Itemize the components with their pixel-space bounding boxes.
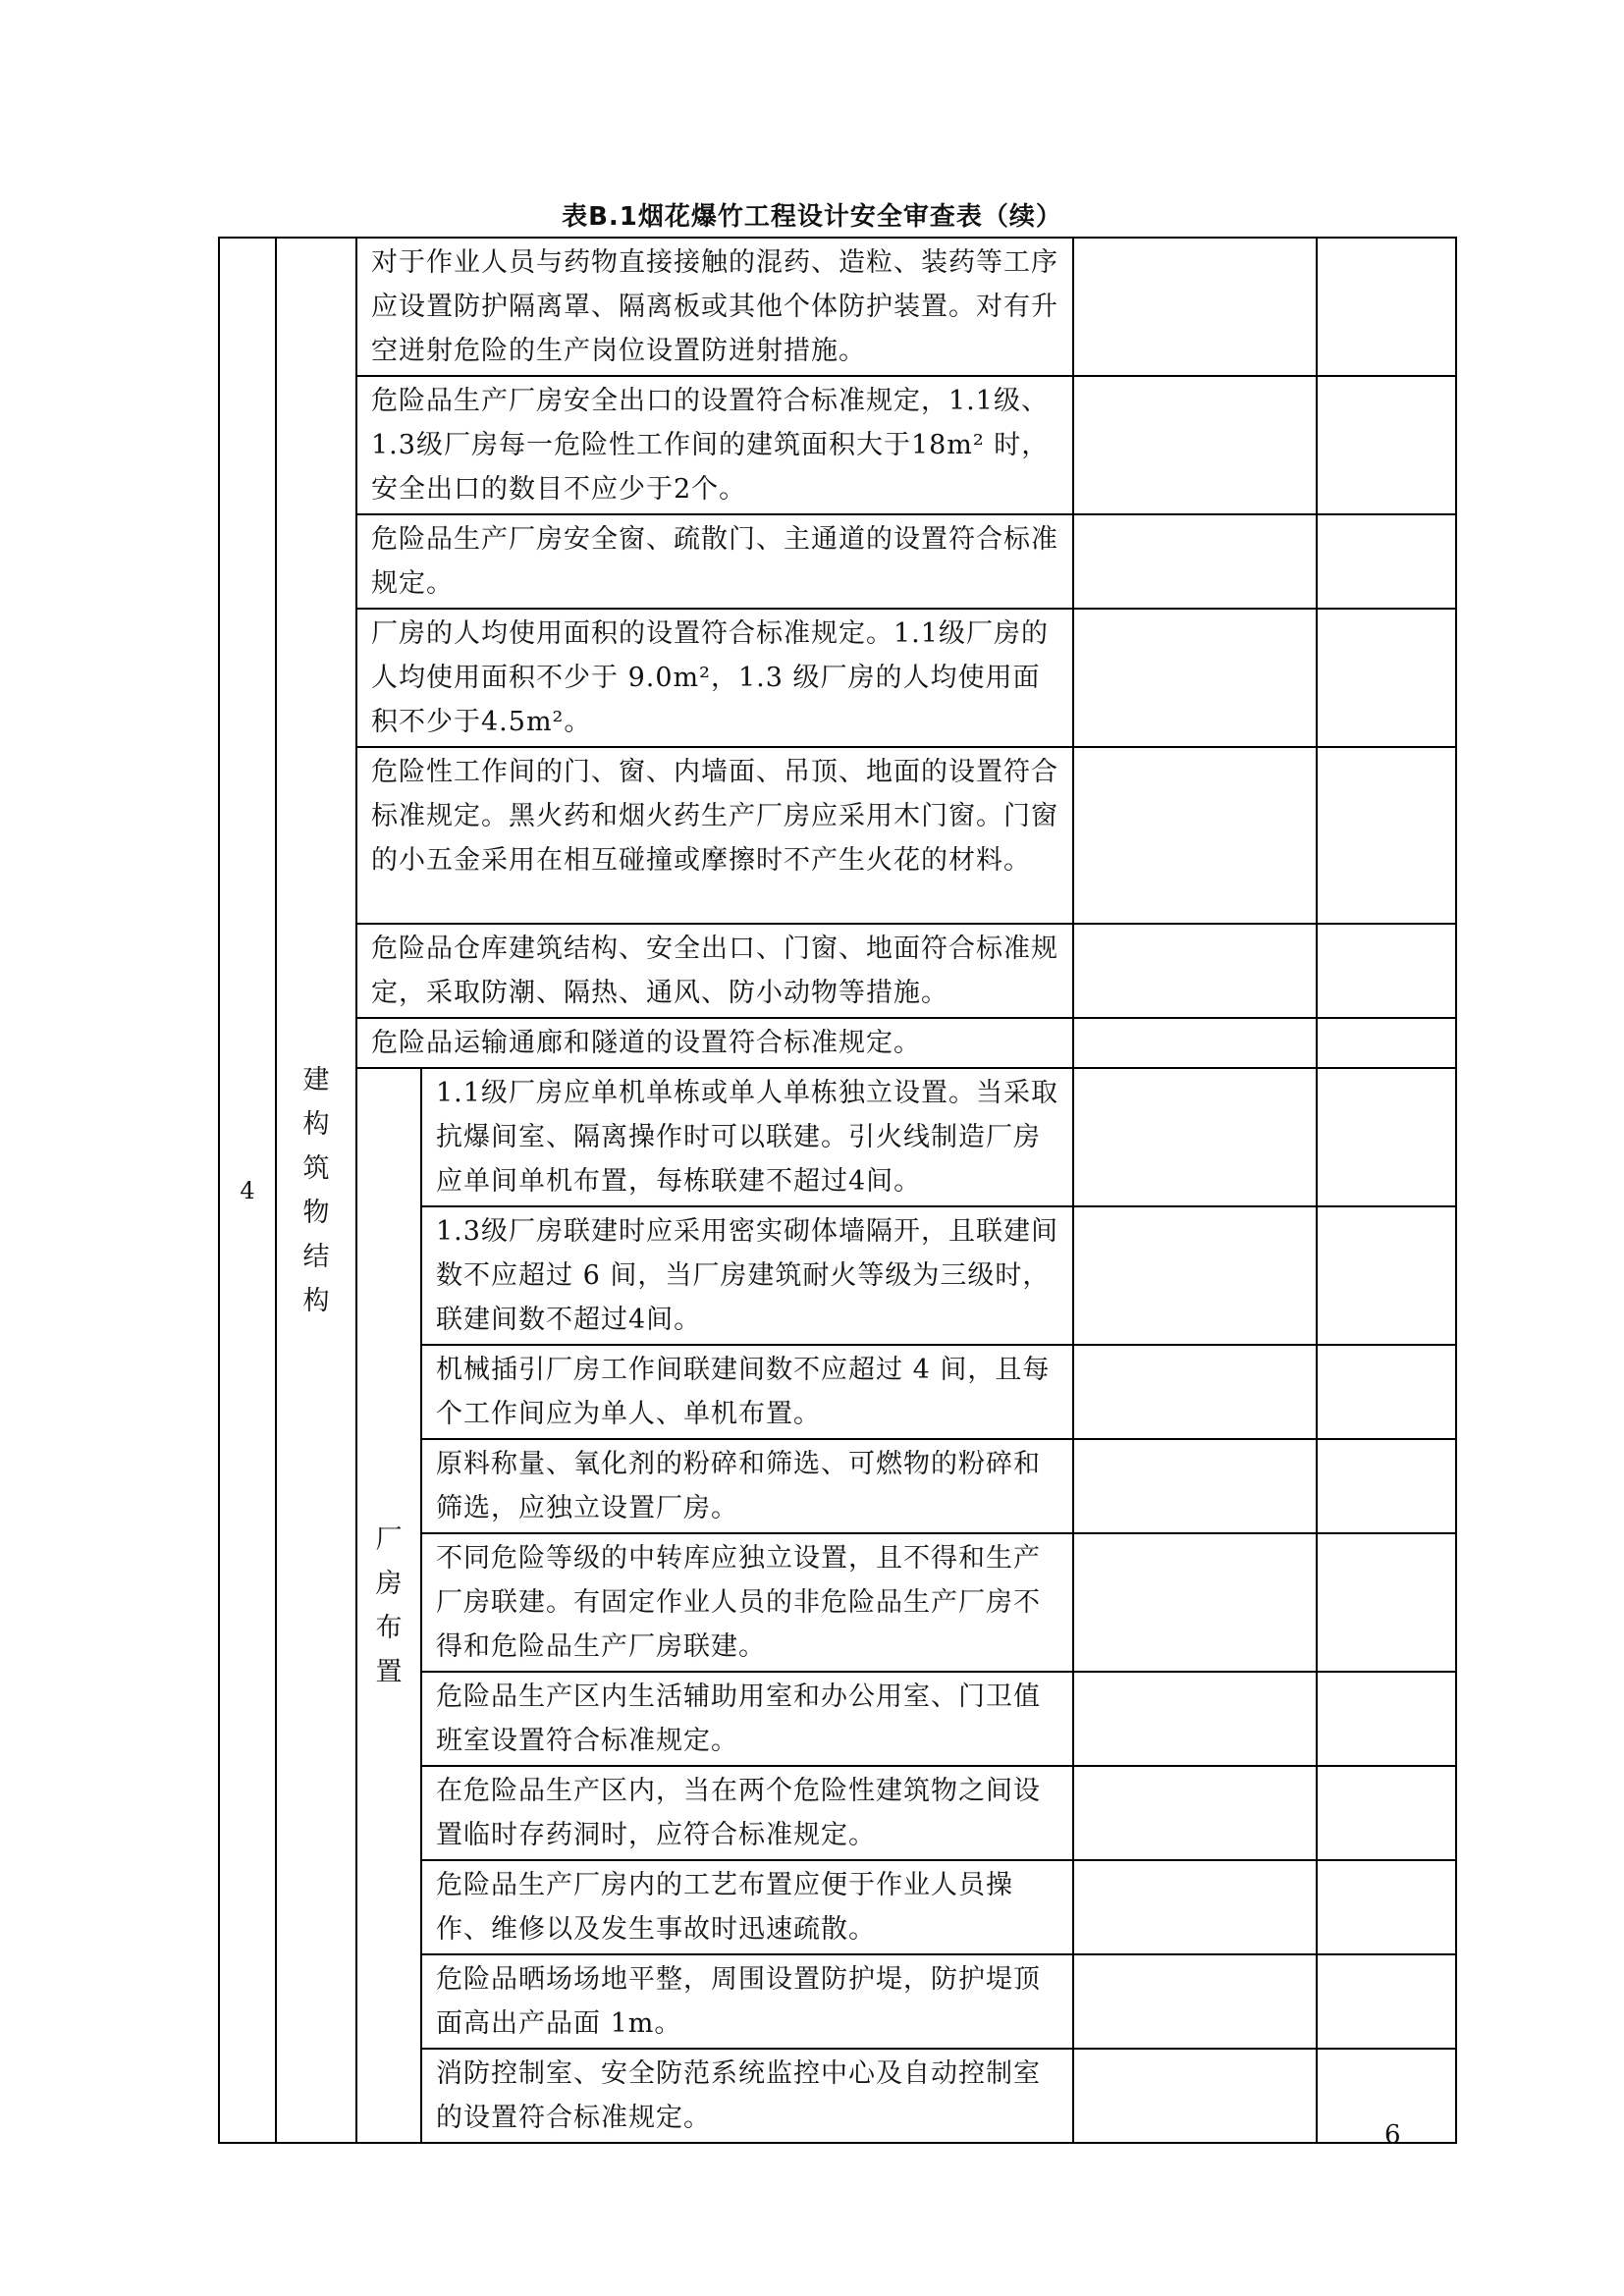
result-cell: [1073, 609, 1317, 747]
result-cell: [1073, 1018, 1317, 1068]
table-row: 1.3级厂房联建时应采用密实砌体墙隔开，且联建间数不应超过 6 间，当厂房建筑耐火等级为三级时，联建间数不超过4间。: [421, 1206, 1073, 1345]
subsection-label-cell: [356, 1068, 421, 2143]
table-row: 厂房的人均使用面积的设置符合标准规定。1.1级厂房的人均使用面积不少于 9.0m²，1.3 级厂房的人均使用面积不少于4.5m²。: [356, 609, 1073, 747]
table-row: 不同危险等级的中转库应独立设置，且不得和生产厂房联建。有固定作业人员的非危险品生产厂房不得和危险品生产厂房联建。: [421, 1533, 1073, 1672]
table-row: 对于作业人员与药物直接接触的混药、造粒、装药等工序应设置防护隔离罩、隔离板或其他个体防护装置。对有升空迸射危险的生产岗位设置防迸射措施。: [356, 238, 1073, 376]
page-number: 6: [1384, 2120, 1401, 2150]
subsection-label: 厂房布置: [375, 1523, 403, 1687]
remark-cell: [1317, 1439, 1456, 1533]
remark-cell: [1317, 1068, 1456, 1206]
remark-cell: [1317, 238, 1456, 376]
section-label: 建构筑物结构: [302, 1064, 330, 1316]
result-cell: [1073, 1439, 1317, 1533]
section-number-cell: 4: [219, 238, 276, 2143]
result-cell: [1073, 514, 1317, 609]
table-title: 表B.1烟花爆竹工程设计安全审查表（续）: [562, 202, 1062, 232]
remark-cell: [1317, 1018, 1456, 1068]
table-row: 在危险品生产区内，当在两个危险性建筑物之间设置临时存药洞时，应符合标准规定。: [421, 1766, 1073, 1860]
result-cell: [1073, 376, 1317, 514]
result-cell: [1073, 1533, 1317, 1672]
table-row: 消防控制室、安全防范系统监控中心及自动控制室的设置符合标准规定。: [421, 2049, 1073, 2143]
table-row: 危险品生产厂房安全出口的设置符合标准规定，1.1级、1.3级厂房每一危险性工作间的建筑面积大于18m² 时，安全出口的数目不应少于2个。: [356, 376, 1073, 514]
remark-cell: [1317, 747, 1456, 924]
section-label-cell: [276, 238, 356, 2143]
result-cell: [1073, 1345, 1317, 1439]
result-cell: [1073, 2049, 1317, 2143]
table-row: 危险品生产区内生活辅助用室和办公用室、门卫值班室设置符合标准规定。: [421, 1672, 1073, 1766]
remark-cell: [1317, 609, 1456, 747]
result-cell: [1073, 1206, 1317, 1345]
result-cell: [1073, 924, 1317, 1018]
remark-cell: [1317, 1345, 1456, 1439]
remark-cell: [1317, 924, 1456, 1018]
remark-cell: [1317, 376, 1456, 514]
remark-cell: [1317, 1766, 1456, 1860]
result-cell: [1073, 1766, 1317, 1860]
remark-cell: [1317, 1533, 1456, 1672]
table-row: 危险品运输通廊和隧道的设置符合标准规定。: [356, 1018, 1073, 1068]
remark-cell: [1317, 1672, 1456, 1766]
remark-cell: [1317, 514, 1456, 609]
result-cell: [1073, 1068, 1317, 1206]
table-row: 机械插引厂房工作间联建间数不应超过 4 间，且每个工作间应为单人、单机布置。: [421, 1345, 1073, 1439]
safety-review-table: [218, 237, 1457, 2144]
table-row: 危险性工作间的门、窗、内墙面、吊顶、地面的设置符合标准规定。黑火药和烟火药生产厂房应采用木门窗。门窗的小五金采用在相互碰撞或摩擦时不产生火花的材料。: [356, 747, 1073, 924]
table-row: 危险品晒场场地平整，周围设置防护堤，防护堤顶面高出产品面 1m。: [421, 1954, 1073, 2049]
table-row: 原料称量、氧化剂的粉碎和筛选、可燃物的粉碎和筛选，应独立设置厂房。: [421, 1439, 1073, 1533]
table-row: 危险品生产厂房安全窗、疏散门、主通道的设置符合标准规定。: [356, 514, 1073, 609]
table-row: 危险品仓库建筑结构、安全出口、门窗、地面符合标准规定，采取防潮、隔热、通风、防小动物等措施。: [356, 924, 1073, 1018]
result-cell: [1073, 747, 1317, 924]
result-cell: [1073, 1954, 1317, 2049]
result-cell: [1073, 1672, 1317, 1766]
result-cell: [1073, 238, 1317, 376]
table-row: 危险品生产厂房内的工艺布置应便于作业人员操作、维修以及发生事故时迅速疏散。: [421, 1860, 1073, 1954]
remark-cell: [1317, 1954, 1456, 2049]
remark-cell: [1317, 1860, 1456, 1954]
table-row: 1.1级厂房应单机单栋或单人单栋独立设置。当采取抗爆间室、隔离操作时可以联建。引火线制造厂房应单间单机布置，每栋联建不超过4间。: [421, 1068, 1073, 1206]
remark-cell: [1317, 1206, 1456, 1345]
result-cell: [1073, 1860, 1317, 1954]
